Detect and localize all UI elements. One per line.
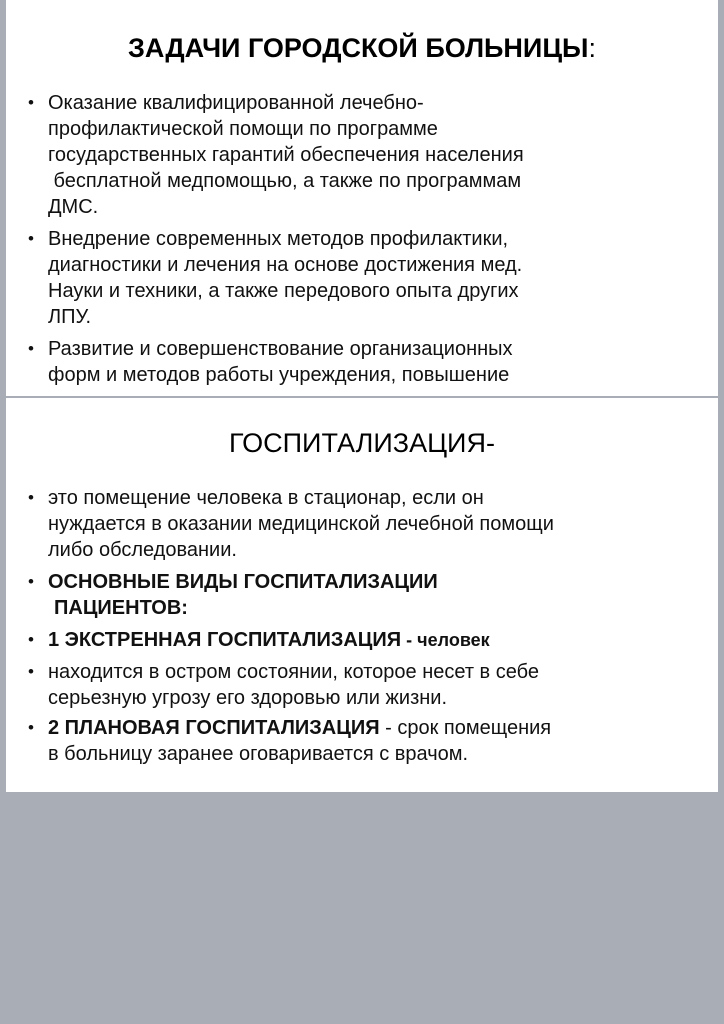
list-item: • Внедрение современных методов профилактики, диагностики и лечения на основе достижения мед. Науки и техники, а также передового опыта других ЛПУ. [28,228,523,328]
hospitalization-list [6,485,718,767]
slide-hospital-tasks [6,0,718,396]
slide-hospitalization [6,398,718,792]
list-item: • Развитие и совершенствование организационных форм и методов работы учреждения, повышение [28,338,513,386]
slide-title: ЗАДАЧИ ГОРОДСКОЙ БОЛЬНИЦЫ: [127,33,596,63]
bullet-icon: • [28,93,34,112]
list-item: • это помещение человека в стационар, если он нуждается в оказании медицинской лечебной помощи либо обследовании. [28,487,554,561]
bullet-icon: • [28,488,34,507]
slide-title: ГОСПИТАЛИЗАЦИЯ- [229,428,495,458]
tasks-list [6,90,718,388]
bullet-icon: • [28,572,34,591]
bullet-icon: • [28,630,34,649]
list-item: • находится в остром состоянии, которое несет в себе серьезную угрозу его здоровью или жизни. [28,661,539,709]
list-item: • 2 ПЛАНОВАЯ ГОСПИТАЛИЗАЦИЯ - срок помещения в больницу заранее оговаривается с врачом. [28,717,552,765]
bullet-icon: • [28,229,34,248]
bullet-icon: • [28,662,34,681]
bullet-icon: • [28,339,34,358]
list-item: • 1 ЭКСТРЕННАЯ ГОСПИТАЛИЗАЦИЯ - человек [28,629,490,651]
list-item: • ОСНОВНЫЕ ВИДЫ ГОСПИТАЛИЗАЦИИ ПАЦИЕНТОВ: [28,571,438,619]
list-item: • Оказание квалифицированной лечебно- профилактической помощи по программе государственных гарантий обеспечения населения бесплатной медпомощью, а также по программам ДМС. [28,92,524,218]
bullet-icon: • [28,718,34,737]
